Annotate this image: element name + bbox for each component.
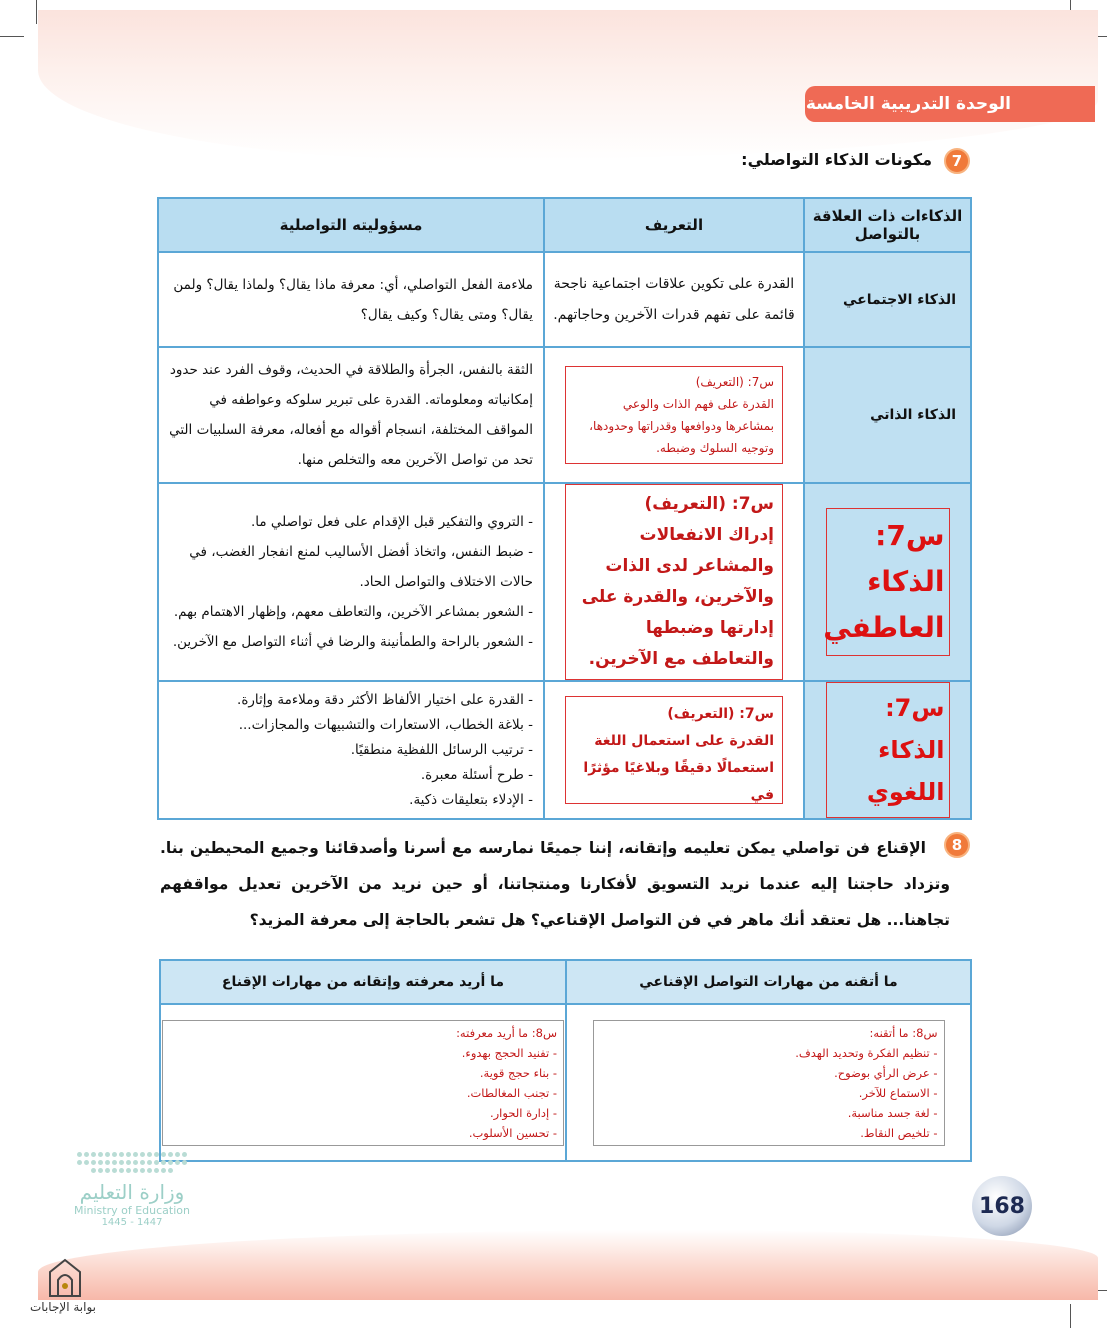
- answer-text: إدراك الانفعالات والمشاعر لدى الذات والآخرين، والقدرة على إدارتها وضبطها والتعاطف مع الآخرين.: [581, 525, 774, 669]
- intelligence-table: [157, 197, 972, 820]
- header-desired-skills: ما أريد معرفته وإتقانه من مهارات الإقناع: [160, 960, 566, 1004]
- row-name: [804, 681, 971, 819]
- table-row: [158, 483, 971, 681]
- row-responsibility: [158, 483, 544, 681]
- answer-text: القدرة على استعمال اللغة استعمالًا دقيقًا وبلاغيًا مؤثرًا في: [583, 733, 774, 803]
- list-item: - القدرة على اختيار الألفاظ الأكثر دقة وملاءمة وإثارة.: [237, 691, 533, 708]
- answer-note: [823, 508, 950, 656]
- page-number: 168: [972, 1176, 1032, 1236]
- row-definition: [544, 681, 804, 819]
- list-item: - بلاغة الخطاب، الاستعارات والتشبيهات والمجازات...: [238, 716, 533, 733]
- question-number-8: 8: [944, 832, 970, 858]
- answer-note: [565, 484, 783, 680]
- row-definition: [544, 347, 804, 483]
- answer-note: [162, 1020, 564, 1146]
- header-responsibility: مسؤوليته التواصلية: [158, 198, 544, 252]
- list-item: - الشعور بمشاعر الآخرين، والتعاطف معهم، وإظهار الاهتمام بهم.: [173, 604, 533, 620]
- ministry-name-en: Ministry of Education: [73, 1204, 190, 1217]
- row-definition: القدرة على تكوين علاقات اجتماعية ناجحة قائمة على تفهم قدرات الآخرين وحاجاتهم.: [544, 252, 804, 347]
- answer-label: س7: (التعريف): [644, 494, 774, 514]
- table-row: [160, 1004, 971, 1161]
- row-name: [804, 483, 971, 681]
- header-mastered-skills: ما أتقنه من مهارات التواصل الإقناعي: [566, 960, 971, 1004]
- list-item: - لغة جسد مناسبة.: [847, 1105, 938, 1120]
- list-item: - تلخيص النقاط.: [860, 1125, 938, 1140]
- row-name: الذكاء الاجتماعي: [804, 252, 971, 347]
- list-item: - بناء حجج قوية.: [479, 1065, 557, 1080]
- row-responsibility: ملاءمة الفعل التواصلي، أي: معرفة ماذا يقال؟ ولماذا يقال؟ ولمن يقال؟ ومتى يقال؟ وكيف يقال؟: [158, 252, 544, 347]
- list-item: - طرح أسئلة معبرة.: [420, 766, 533, 783]
- background-wave-bottom: [38, 1230, 1098, 1300]
- row-definition: [544, 483, 804, 681]
- list-item: - الاستماع للآخر.: [858, 1085, 938, 1100]
- persuasion-skills-table: [159, 959, 972, 1162]
- table-header-row: [160, 960, 971, 1004]
- emotional-intelligence-answer: س7: الذكاء العاطفي: [823, 519, 945, 644]
- answer-note: [565, 696, 783, 804]
- desired-skills-cell: [160, 1004, 566, 1161]
- list-item: - تفنيد الحجج بهدوء.: [461, 1045, 557, 1060]
- header-definition: التعريف: [544, 198, 804, 252]
- table-row: [158, 347, 971, 483]
- list-item: - إدارة الحوار.: [489, 1105, 557, 1120]
- answer-label: س7: (التعريف): [695, 375, 774, 389]
- linguistic-intelligence-answer: س7: الذكاء اللغوي: [866, 694, 945, 806]
- row-responsibility: الثقة بالنفس، الجرأة والطلاقة في الحديث، وقوف الفرد عند حدود إمكانياته ومعلوماته. القدرة على تبرير سلوكه وعواطفه في المواقف المختلفة، انسجام أقواله مع أفعاله، معرفة السلبيات التي تحد من تواصل الآخرين معه والتخلص منها.: [158, 347, 544, 483]
- table-row: [158, 681, 971, 819]
- ministry-dots-icon: [62, 1150, 202, 1174]
- answer-note: [593, 1020, 945, 1146]
- list-item: - تجنب المغالطات.: [466, 1085, 557, 1100]
- section-7-title: مكونات الذكاء التواصلي:: [741, 150, 932, 169]
- table-row: [158, 252, 971, 347]
- crop-mark: [0, 36, 24, 37]
- row-name: الذكاء الذاتي: [804, 347, 971, 483]
- answer-label: س7: (التعريف): [667, 706, 774, 722]
- list-item: - ضبط النفس، واتخاذ أفضل الأساليب لمنع انفجار الغضب، في حالات الاختلاف والتواصل الحاد.: [189, 544, 533, 590]
- list-item: - التروي والتفكير قبل الإقدام على فعل تواصلي ما.: [250, 514, 533, 530]
- table-header-row: [158, 198, 971, 252]
- list-item: س8: ما أريد معرفته:: [456, 1025, 557, 1040]
- lamp-icon: [46, 1258, 84, 1298]
- list-item: - عرض الرأي بوضوح.: [834, 1065, 938, 1080]
- crop-mark: [36, 0, 37, 24]
- crop-mark: [1070, 1304, 1071, 1328]
- question-number-7: 7: [944, 148, 970, 174]
- list-item: - تحسين الأسلوب.: [468, 1125, 557, 1140]
- answer-note: [565, 366, 783, 464]
- row-responsibility: [158, 681, 544, 819]
- mastered-skills-cell: [566, 1004, 971, 1161]
- list-item: س8: ما أتقنه:: [869, 1025, 938, 1040]
- list-item: - تنظيم الفكرة وتحديد الهدف.: [795, 1045, 938, 1060]
- answer-note: [826, 682, 950, 818]
- background-wave-top: [38, 10, 1098, 160]
- ministry-name-ar: وزارة التعليم: [79, 1180, 185, 1204]
- unit-title: الوحدة التدريبية الخامسة: [805, 94, 1011, 114]
- list-item: - ترتيب الرسائل اللفظية منطقيًا.: [350, 741, 533, 758]
- answer-text: القدرة على فهم الذات والوعي بمشاعرها ودوافعها وقدراتها وحدودها، وتوجيه السلوك وضبطه.: [589, 397, 774, 455]
- list-item: - الشعور بالراحة والطمأنينة والرضا في أثناء التواصل مع الآخرين.: [172, 634, 533, 650]
- watermark: بوابة الإجابات: [30, 1300, 97, 1314]
- header-intelligences: الذكاءات ذات العلاقة بالتواصل: [804, 198, 971, 252]
- list-item: - الإدلاء بتعليقات ذكية.: [409, 791, 533, 808]
- ministry-years: 1445 - 1447: [101, 1217, 163, 1228]
- unit-banner: [805, 86, 1095, 122]
- section-8-paragraph: الإقناع فن تواصلي يمكن تعليمه وإتقانه، إننا جميعًا نمارسه مع أسرنا وأصدقائنا وجميع المحيطين بنا. وتزداد حاجتنا إليه عندما نريد التسويق لأفكارنا ومنتجاتنا، أو حين نريد من الآخرين تعديل مواقفهم تجاهنا... هل تعتقد أنك ماهر في فن التواصل الإقناعي؟ هل تشعر بالحاجة إلى معرفة المزيد؟: [160, 839, 950, 929]
- ministry-logo: [62, 1150, 202, 1228]
